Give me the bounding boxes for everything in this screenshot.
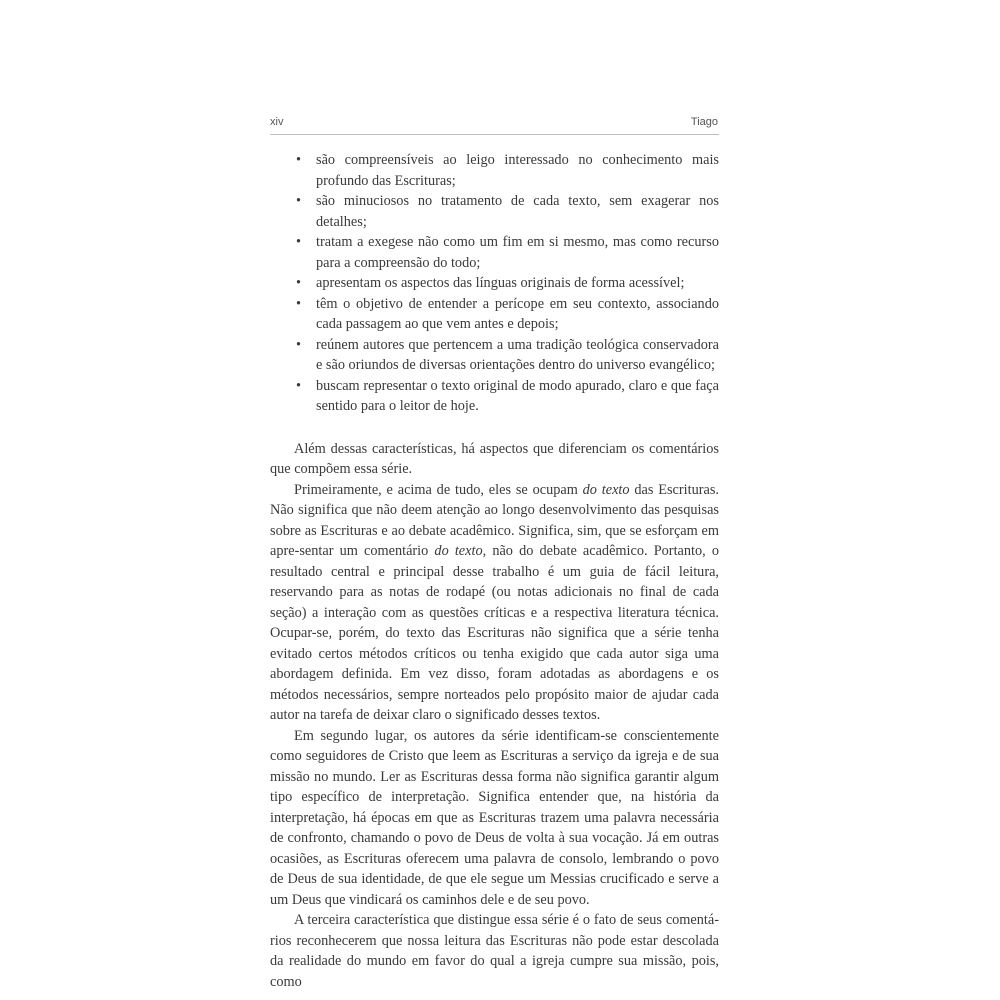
- list-item: [296, 273, 719, 294]
- list-item: [296, 294, 719, 335]
- bullet-icon: •: [296, 193, 302, 209]
- feature-list: [270, 150, 719, 417]
- list-item: [296, 376, 719, 417]
- bullet-icon: •: [296, 377, 302, 394]
- book-title: Tiago: [690, 116, 718, 128]
- list-item-text: reúnem autores que pertencem a uma tradição teológica conservadora e são oriundos de diversas orientações dentro do universo evangélico;: [316, 336, 719, 373]
- paragraph-text: das Escrituras. Não significa que não deem atenção ao longo desenvolvimento das pesquisas sobre as Escrituras e ao debate acadêmico. Significa, sim, que se esforçam em apre-sentar um comentário: [270, 481, 720, 559]
- header-rule: [270, 134, 719, 135]
- list-item-text: buscam representar o texto original de modo apurado, claro e que faça sentido para o leitor de hoje.: [316, 377, 719, 414]
- paragraph-intro: Além dessas características, há aspectos que diferenciam os comentários que compõem essa série.: [270, 440, 719, 477]
- paragraph-first-aspect: [270, 480, 719, 726]
- bullet-icon: •: [296, 234, 302, 250]
- bullet-icon: •: [296, 152, 302, 168]
- list-item-text: são minuciosos no tratamento de cada texto, sem exagerar nos detalhes;: [316, 193, 719, 230]
- page-number: xiv: [270, 116, 284, 128]
- list-item: [296, 232, 719, 273]
- paragraph-third-aspect: A terceira característica que distingue essa série é o fato de seus comentá-rios reconhecerem que nossa leitura das Escrituras não pode estar descolada da realidade do mundo em favor do qual a igreja cumpre sua missão, pois, como: [270, 912, 719, 990]
- emphasis-text: do texto: [582, 481, 630, 498]
- section-gap: [270, 417, 719, 439]
- paragraph-second-aspect: Em segundo lugar, os autores da série identificam-se conscientemente como seguidores de Cristo que leem as Escrituras a serviço da igreja e de sua missão no mundo. Ler as Escrituras dessa forma não significa garantir algum tipo específico de interpretação. Significa entender que, na história da interpretação, há épocas em que as Escrituras trazem uma palavra necessária de confronto, chamando o povo de Deus de volta à sua vocação. Já em outras ocasiões, as Escrituras oferecem uma palavra de consolo, lembrando o povo de Deus de sua identidade, de que ele segue um Messias crucificado e serve a um Deus que vindicará os caminhos dele e de seu povo.: [270, 727, 719, 908]
- list-item: [296, 150, 719, 191]
- list-item-text: são compreensíveis ao leigo interessado no conhecimento mais profundo das Escrituras;: [316, 152, 719, 189]
- bullet-icon: •: [296, 275, 302, 291]
- list-item: [296, 335, 719, 376]
- paragraph-text: , não do debate acadêmico. Portanto, o resultado central e principal desse trabalho é um guia de fácil leitura, reservando para as notas de rodapé (ou notas adicionais no final de cada seção) a interação com as questões críticas e a respectiva literatura técnica. Ocupar-se, porém, do texto das Escrituras não significa que a série tenha evitado certos métodos críticos ou tenha exigido que cada autor siga uma abordagem definida. Em vez disso, foram adotadas as abordagens e os métodos necessários, sempre norteados pelo propósito maior de ajudar cada autor na tarefa de deixar claro o significado desses textos.: [270, 543, 719, 723]
- paragraph-text: Primeiramente, e acima de tudo, eles se ocupam: [294, 481, 583, 498]
- emphasis-text: do texto: [434, 543, 483, 559]
- running-head: [270, 116, 718, 128]
- body-text: [270, 150, 719, 992]
- bullet-icon: •: [296, 336, 302, 353]
- list-item-text: têm o objetivo de entender a perícope em seu contexto, associando cada passagem ao que vem antes e depois;: [316, 295, 719, 332]
- list-item-text: tratam a exegese não como um fim em si mesmo, mas como recurso para a compreensão do todo;: [316, 234, 719, 271]
- list-item: [296, 191, 719, 232]
- bullet-icon: •: [296, 295, 302, 312]
- list-item-text: apresentam os aspectos das línguas originais de forma acessível;: [316, 275, 685, 291]
